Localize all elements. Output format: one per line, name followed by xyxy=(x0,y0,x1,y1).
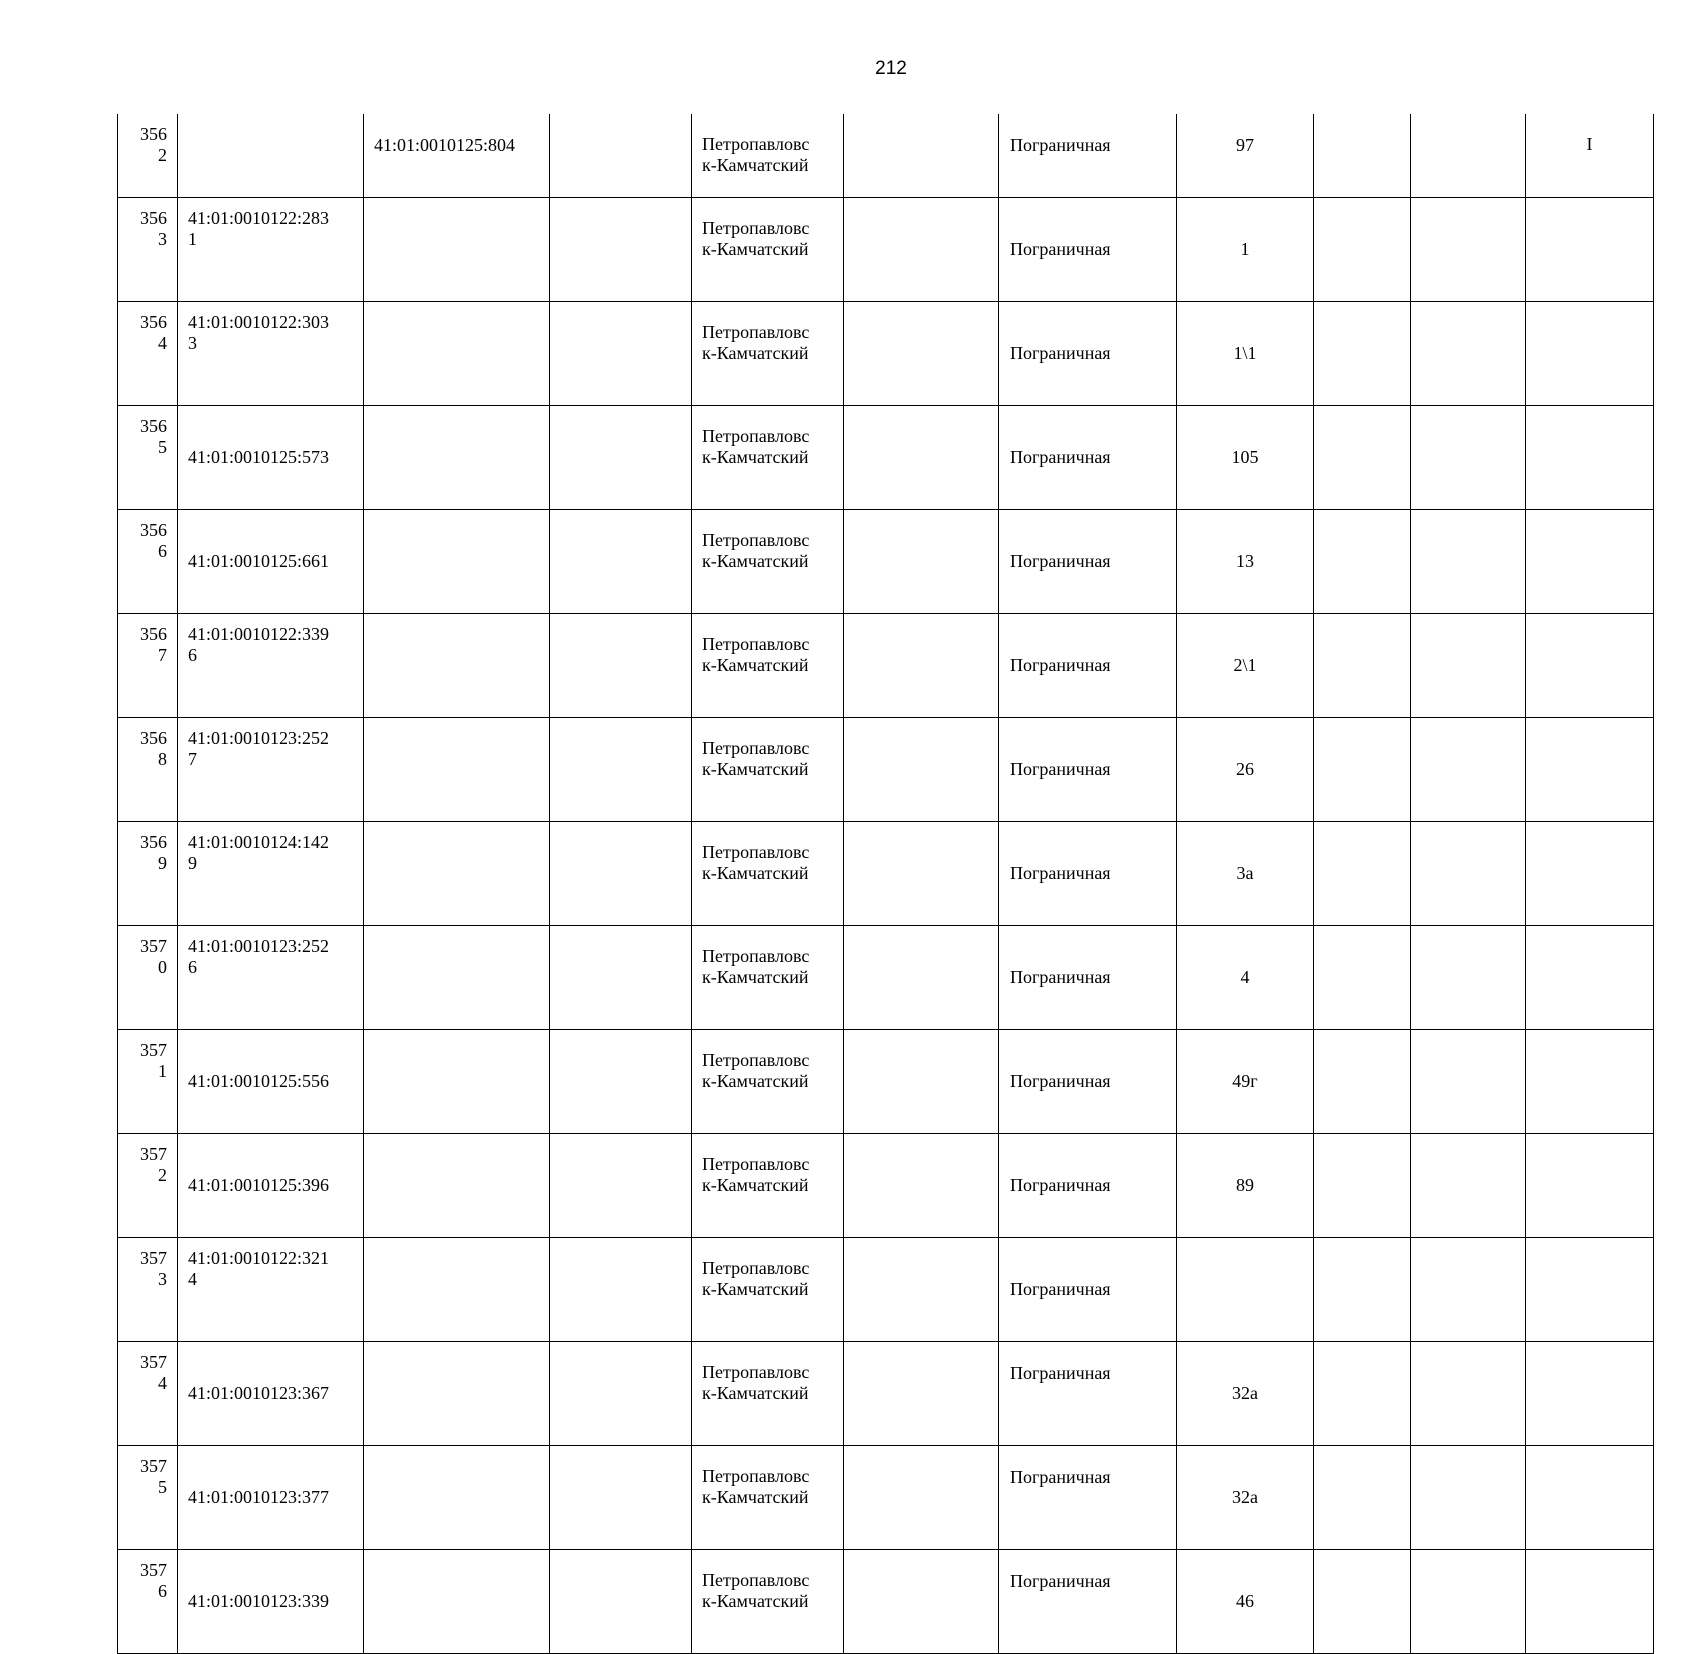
city-name: Петропавловс к-Камчатский xyxy=(692,1134,844,1238)
row-number: 357 0 xyxy=(118,926,178,1030)
empty-cell xyxy=(1314,926,1411,1030)
empty-cell xyxy=(1411,1550,1526,1654)
house-number: 105 xyxy=(1177,406,1314,510)
category-mark xyxy=(1526,1134,1654,1238)
city-name: Петропавловс к-Камчатский xyxy=(692,1238,844,1342)
street-name: Пограничная xyxy=(999,1030,1177,1134)
cadastral-number-alt xyxy=(364,406,550,510)
empty-cell xyxy=(550,1030,692,1134)
empty-cell xyxy=(550,510,692,614)
cadastral-number: 41:01:0010122:283 1 xyxy=(178,198,364,302)
empty-cell xyxy=(550,114,692,198)
city-name: Петропавловс к-Камчатский xyxy=(692,614,844,718)
category-mark xyxy=(1526,198,1654,302)
row-number: 357 6 xyxy=(118,1550,178,1654)
cadastral-number-alt xyxy=(364,1030,550,1134)
empty-cell xyxy=(550,406,692,510)
cadastral-number-alt xyxy=(364,822,550,926)
house-number: 2\1 xyxy=(1177,614,1314,718)
house-number: 1 xyxy=(1177,198,1314,302)
table-row xyxy=(118,198,1654,302)
table-row xyxy=(118,1342,1654,1446)
empty-cell xyxy=(844,1446,999,1550)
empty-cell xyxy=(1314,1134,1411,1238)
house-number: 46 xyxy=(1177,1550,1314,1654)
table-row xyxy=(118,302,1654,406)
city-name: Петропавловс к-Камчатский xyxy=(692,406,844,510)
empty-cell xyxy=(550,1342,692,1446)
empty-cell xyxy=(1314,1446,1411,1550)
cadastral-number-alt xyxy=(364,302,550,406)
empty-cell xyxy=(550,1238,692,1342)
row-number: 357 2 xyxy=(118,1134,178,1238)
street-name: Пограничная xyxy=(999,198,1177,302)
empty-cell xyxy=(844,510,999,614)
empty-cell xyxy=(550,1134,692,1238)
empty-cell xyxy=(1411,302,1526,406)
empty-cell xyxy=(1411,614,1526,718)
cadastral-number: 41:01:0010123:252 6 xyxy=(178,926,364,1030)
empty-cell xyxy=(1411,926,1526,1030)
house-number: 97 xyxy=(1177,114,1314,198)
row-number: 356 4 xyxy=(118,302,178,406)
empty-cell xyxy=(1314,198,1411,302)
street-name: Пограничная xyxy=(999,406,1177,510)
empty-cell xyxy=(844,718,999,822)
table-row xyxy=(118,1030,1654,1134)
empty-cell xyxy=(1411,1134,1526,1238)
category-mark xyxy=(1526,1030,1654,1134)
category-mark: I xyxy=(1526,114,1654,198)
category-mark xyxy=(1526,302,1654,406)
cadastral-number: 41:01:0010125:396 xyxy=(178,1134,364,1238)
category-mark xyxy=(1526,926,1654,1030)
category-mark xyxy=(1526,406,1654,510)
row-number: 357 1 xyxy=(118,1030,178,1134)
house-number: 32а xyxy=(1177,1342,1314,1446)
empty-cell xyxy=(844,1550,999,1654)
house-number: 4 xyxy=(1177,926,1314,1030)
empty-cell xyxy=(1314,1238,1411,1342)
street-name: Пограничная xyxy=(999,302,1177,406)
row-number: 356 7 xyxy=(118,614,178,718)
city-name: Петропавловс к-Камчатский xyxy=(692,1342,844,1446)
empty-cell xyxy=(550,1550,692,1654)
cadastral-number-alt: 41:01:0010125:804 xyxy=(364,114,550,198)
empty-cell xyxy=(1411,1238,1526,1342)
cadastral-number-alt xyxy=(364,1238,550,1342)
empty-cell xyxy=(550,198,692,302)
registry-table xyxy=(117,114,1654,1654)
cadastral-number-alt xyxy=(364,1134,550,1238)
category-mark xyxy=(1526,1446,1654,1550)
city-name: Петропавловс к-Камчатский xyxy=(692,302,844,406)
empty-cell xyxy=(1411,198,1526,302)
empty-cell xyxy=(1314,1030,1411,1134)
cadastral-number: 41:01:0010123:367 xyxy=(178,1342,364,1446)
empty-cell xyxy=(1411,406,1526,510)
row-number: 356 3 xyxy=(118,198,178,302)
empty-cell xyxy=(1411,114,1526,198)
cadastral-number-alt xyxy=(364,1550,550,1654)
cadastral-number: 41:01:0010122:321 4 xyxy=(178,1238,364,1342)
page-number: 212 xyxy=(875,58,907,79)
city-name: Петропавловс к-Камчатский xyxy=(692,718,844,822)
table-row xyxy=(118,926,1654,1030)
empty-cell xyxy=(1411,718,1526,822)
empty-cell xyxy=(1314,718,1411,822)
house-number: 26 xyxy=(1177,718,1314,822)
street-name: Пограничная xyxy=(999,718,1177,822)
street-name: Пограничная xyxy=(999,614,1177,718)
row-number: 357 5 xyxy=(118,1446,178,1550)
street-name: Пограничная xyxy=(999,1342,1177,1446)
street-name: Пограничная xyxy=(999,1134,1177,1238)
row-number: 357 4 xyxy=(118,1342,178,1446)
city-name: Петропавловс к-Камчатский xyxy=(692,198,844,302)
empty-cell xyxy=(844,302,999,406)
street-name: Пограничная xyxy=(999,926,1177,1030)
street-name: Пограничная xyxy=(999,114,1177,198)
category-mark xyxy=(1526,614,1654,718)
city-name: Петропавловс к-Камчатский xyxy=(692,114,844,198)
cadastral-number: 41:01:0010123:252 7 xyxy=(178,718,364,822)
empty-cell xyxy=(844,114,999,198)
category-mark xyxy=(1526,1550,1654,1654)
cadastral-number-alt xyxy=(364,1342,550,1446)
cadastral-number: 41:01:0010123:377 xyxy=(178,1446,364,1550)
category-mark xyxy=(1526,1342,1654,1446)
cadastral-number-alt xyxy=(364,510,550,614)
city-name: Петропавловс к-Камчатский xyxy=(692,510,844,614)
empty-cell xyxy=(1314,510,1411,614)
empty-cell xyxy=(1411,822,1526,926)
cadastral-number xyxy=(178,114,364,198)
category-mark xyxy=(1526,1238,1654,1342)
empty-cell xyxy=(844,614,999,718)
table-row xyxy=(118,114,1654,198)
empty-cell xyxy=(844,1030,999,1134)
row-number: 356 9 xyxy=(118,822,178,926)
cadastral-number: 41:01:0010122:303 3 xyxy=(178,302,364,406)
row-number: 356 5 xyxy=(118,406,178,510)
empty-cell xyxy=(550,1446,692,1550)
house-number: 3а xyxy=(1177,822,1314,926)
empty-cell xyxy=(1411,1030,1526,1134)
street-name: Пограничная xyxy=(999,1550,1177,1654)
street-name: Пограничная xyxy=(999,822,1177,926)
row-number: 356 6 xyxy=(118,510,178,614)
empty-cell xyxy=(844,926,999,1030)
empty-cell xyxy=(1411,1342,1526,1446)
table-row xyxy=(118,718,1654,822)
category-mark xyxy=(1526,718,1654,822)
empty-cell xyxy=(844,1238,999,1342)
city-name: Петропавловс к-Камчатский xyxy=(692,822,844,926)
city-name: Петропавловс к-Камчатский xyxy=(692,1550,844,1654)
cadastral-number-alt xyxy=(364,198,550,302)
table-row xyxy=(118,1238,1654,1342)
empty-cell xyxy=(550,926,692,1030)
table-row xyxy=(118,406,1654,510)
empty-cell xyxy=(1314,822,1411,926)
empty-cell xyxy=(1314,302,1411,406)
empty-cell xyxy=(1314,1550,1411,1654)
cadastral-number: 41:01:0010125:556 xyxy=(178,1030,364,1134)
cadastral-number-alt xyxy=(364,1446,550,1550)
cadastral-number: 41:01:0010125:661 xyxy=(178,510,364,614)
empty-cell xyxy=(844,1342,999,1446)
empty-cell xyxy=(1314,1342,1411,1446)
cadastral-number-alt xyxy=(364,926,550,1030)
category-mark xyxy=(1526,822,1654,926)
house-number: 13 xyxy=(1177,510,1314,614)
empty-cell xyxy=(550,614,692,718)
street-name: Пограничная xyxy=(999,1446,1177,1550)
street-name: Пограничная xyxy=(999,510,1177,614)
empty-cell xyxy=(1411,1446,1526,1550)
house-number xyxy=(1177,1238,1314,1342)
house-number: 1\1 xyxy=(1177,302,1314,406)
empty-cell xyxy=(1411,510,1526,614)
cadastral-number: 41:01:0010123:339 xyxy=(178,1550,364,1654)
cadastral-number-alt xyxy=(364,718,550,822)
city-name: Петропавловс к-Камчатский xyxy=(692,1446,844,1550)
category-mark xyxy=(1526,510,1654,614)
row-number: 357 3 xyxy=(118,1238,178,1342)
table-row xyxy=(118,1134,1654,1238)
table-row xyxy=(118,822,1654,926)
table-row xyxy=(118,614,1654,718)
cadastral-number: 41:01:0010124:142 9 xyxy=(178,822,364,926)
cadastral-number: 41:01:0010125:573 xyxy=(178,406,364,510)
empty-cell xyxy=(550,718,692,822)
table-row xyxy=(118,510,1654,614)
table-row xyxy=(118,1446,1654,1550)
empty-cell xyxy=(550,822,692,926)
row-number: 356 2 xyxy=(118,114,178,198)
city-name: Петропавловс к-Камчатский xyxy=(692,1030,844,1134)
empty-cell xyxy=(844,406,999,510)
empty-cell xyxy=(1314,614,1411,718)
empty-cell xyxy=(1314,114,1411,198)
city-name: Петропавловс к-Камчатский xyxy=(692,926,844,1030)
empty-cell xyxy=(550,302,692,406)
empty-cell xyxy=(844,198,999,302)
table-row xyxy=(118,1550,1654,1654)
empty-cell xyxy=(844,822,999,926)
row-number: 356 8 xyxy=(118,718,178,822)
cadastral-number-alt xyxy=(364,614,550,718)
empty-cell xyxy=(1314,406,1411,510)
cadastral-number: 41:01:0010122:339 6 xyxy=(178,614,364,718)
house-number: 32а xyxy=(1177,1446,1314,1550)
house-number: 89 xyxy=(1177,1134,1314,1238)
street-name: Пограничная xyxy=(999,1238,1177,1342)
house-number: 49г xyxy=(1177,1030,1314,1134)
empty-cell xyxy=(844,1134,999,1238)
